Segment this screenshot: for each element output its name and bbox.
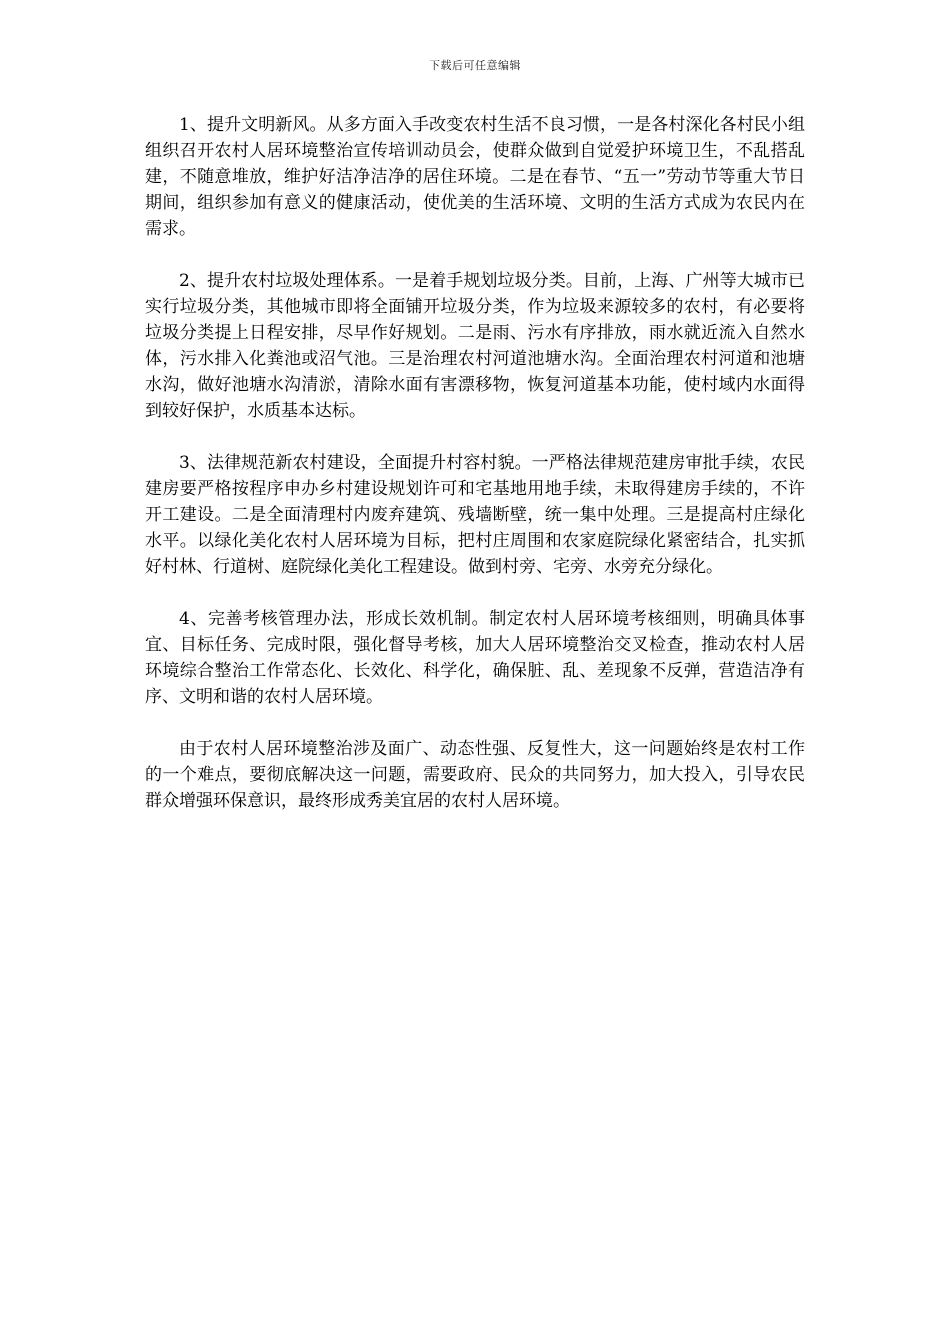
paragraph-5: 由于农村人居环境整治涉及面广、动态性强、反复性大，这一问题始终是农村工作的一个难点，要彻底解决这一问题，需要政府、民众的共同努力，加大投入，引导农民群众增强环保意识，最终形成秀美宜居的农村人居环境。 bbox=[145, 739, 805, 811]
document-body bbox=[145, 112, 805, 840]
paragraph-4: 4、完善考核管理办法，形成长效机制。制定农村人居环境考核细则，明确具体事宜、目标任务、完成时限，强化督导考核，加大人居环境整治交叉检查，推动农村人居环境综合整治工作常态化、长效化、科学化，确保脏、乱、差现象不反弹，营造洁净有序、文明和谐的农村人居环境。 bbox=[145, 609, 805, 707]
paragraph-1: 1、提升文明新风。从多方面入手改变农村生活不良习惯，一是各村深化各村民小组组织召开农村人居环境整治宣传培训动员会，使群众做到自觉爱护环境卫生，不乱搭乱建，不随意堆放，维护好洁净洁净的居住环境。二是在春节、“五一”劳动节等重大节日期间，组织参加有意义的健康活动，使优美的生活环境、文明的生活方式成为农民内在需求。 bbox=[145, 115, 805, 239]
paragraph-3: 3、法律规范新农村建设，全面提升村容村貌。一严格法律规范建房审批手续，农民建房要严格按程序申办乡村建设规划许可和宅基地用地手续，未取得建房手续的，不许开工建设。二是全面清理村内废弃建筑、残墙断壁，统一集中处理。三是提高村庄绿化水平。以绿化美化农村人居环境为目标，把村庄周围和农家庭院绿化紧密结合，扎实抓好村林、行道树、庭院绿化美化工程建设。做到村旁、宅旁、水旁充分绿化。 bbox=[145, 453, 805, 577]
header-note: 下载后可任意编辑 bbox=[429, 59, 521, 72]
paragraph-2: 2、提升农村垃圾处理体系。一是着手规划垃圾分类。目前，上海、广州等大城市已实行垃圾分类，其他城市即将全面铺开垃圾分类，作为垃圾来源较多的农村，有必要将垃圾分类提上日程安排，尽早作好规划。二是雨、污水有序排放，雨水就近流入自然水体，污水排入化粪池或沼气池。三是治理农村河道池塘水沟。全面治理农村河道和池塘水沟，做好池塘水沟清淤，清除水面有害漂移物，恢复河道基本功能，使村域内水面得到较好保护，水质基本达标。 bbox=[145, 271, 805, 421]
